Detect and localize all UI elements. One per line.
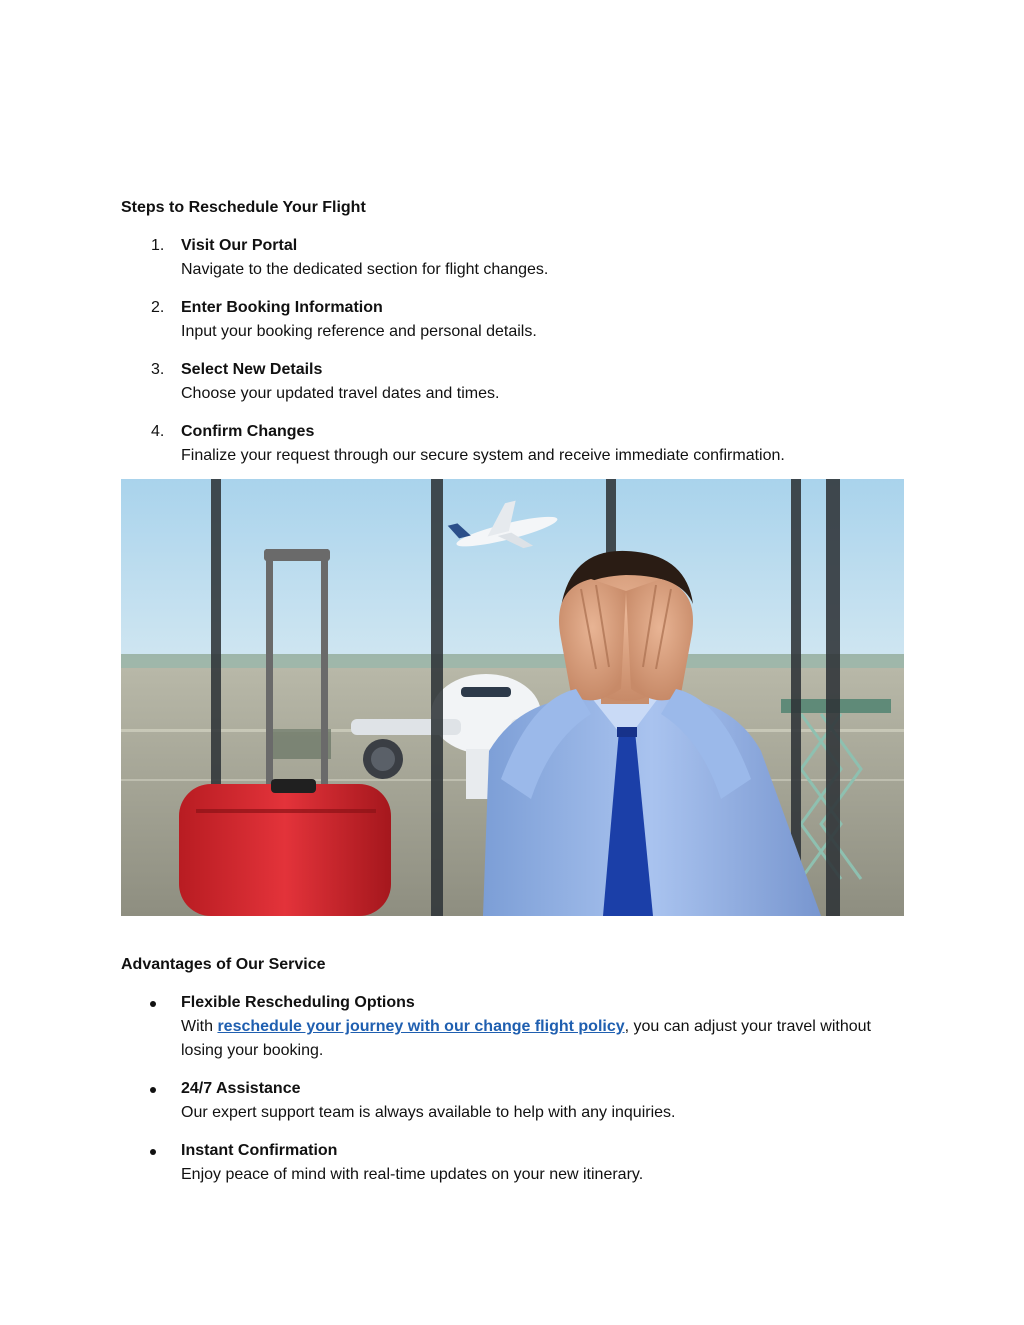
- photo-illustration: [121, 479, 904, 916]
- step-number: 3.: [151, 361, 165, 378]
- step-title: Confirm Changes: [181, 423, 315, 440]
- step-item: [121, 296, 911, 344]
- step-number: 4.: [151, 423, 165, 440]
- step-title: Visit Our Portal: [181, 237, 298, 254]
- advantage-description: [181, 1015, 911, 1063]
- bullet-icon: [150, 1087, 156, 1093]
- advantage-description: Enjoy peace of mind with real-time updates on your new itinerary.: [181, 1166, 644, 1183]
- step-description: Navigate to the dedicated section for flight changes.: [181, 261, 549, 278]
- step-item: [121, 420, 911, 468]
- bullet-icon: [150, 1001, 156, 1007]
- step-item: [121, 234, 911, 282]
- step-description: Finalize your request through our secure system and receive immediate confirmation.: [181, 447, 785, 464]
- step-number: 2.: [151, 299, 165, 316]
- step-description: Choose your updated travel dates and times.: [181, 385, 500, 402]
- step-description: Input your booking reference and personal details.: [181, 323, 537, 340]
- airport-stressed-traveler-photo: [121, 479, 904, 916]
- advantage-title: Instant Confirmation: [181, 1142, 338, 1159]
- advantages-list: [121, 991, 911, 1187]
- change-flight-policy-link[interactable]: reschedule your journey with our change flight policy: [217, 1018, 625, 1035]
- advantage-item: [121, 1139, 911, 1187]
- step-title: Select New Details: [181, 361, 323, 378]
- advantage-item: [121, 991, 911, 1063]
- advantage-description: Our expert support team is always available to help with any inquiries.: [181, 1104, 676, 1121]
- advantage-title: 24/7 Assistance: [181, 1080, 301, 1097]
- advantage-item: [121, 1077, 911, 1125]
- description-suffix: , you can adjust your travel without losing your booking.: [181, 1018, 871, 1059]
- step-title: Enter Booking Information: [181, 299, 383, 316]
- step-item: [121, 358, 911, 406]
- advantage-title: Flexible Rescheduling Options: [181, 994, 415, 1011]
- step-number: 1.: [151, 237, 165, 254]
- advantages-heading: Advantages of Our Service: [121, 956, 326, 973]
- steps-list: [121, 234, 911, 468]
- steps-heading: Steps to Reschedule Your Flight: [121, 199, 366, 216]
- description-prefix: With: [181, 1018, 218, 1035]
- bullet-icon: [150, 1149, 156, 1155]
